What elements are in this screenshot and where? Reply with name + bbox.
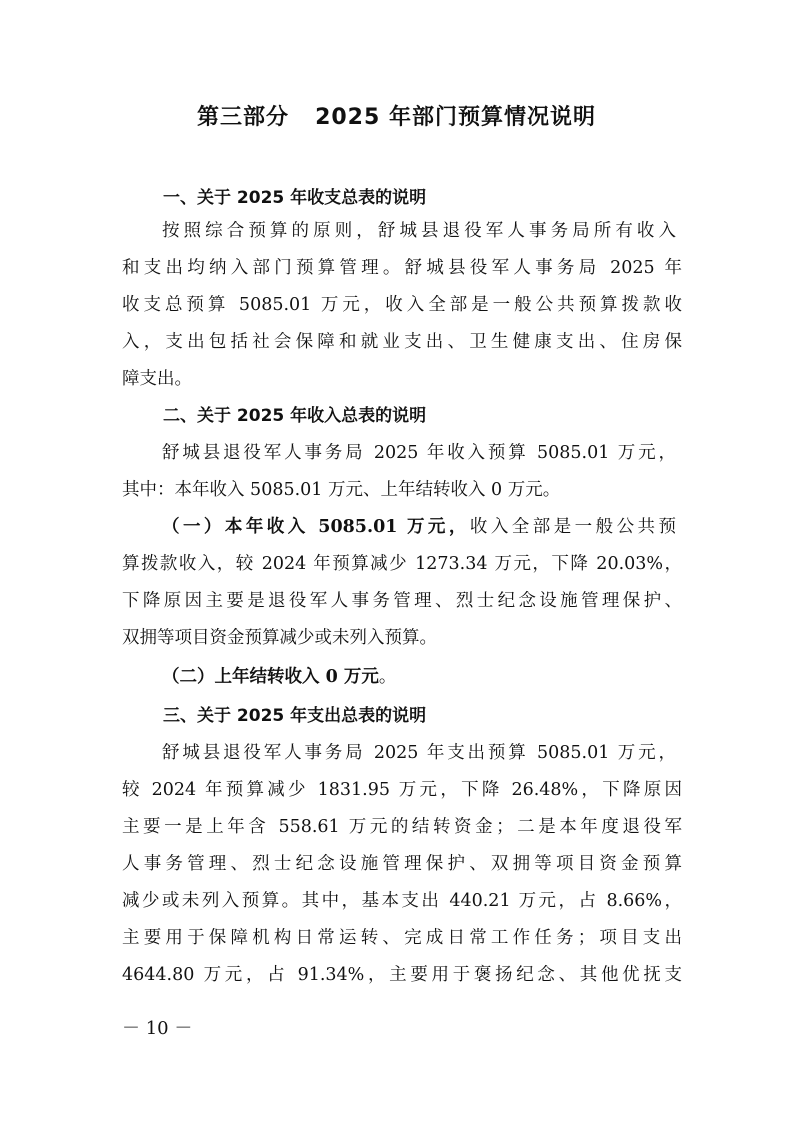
paragraph-text: 收入全部是一般公共预: [469, 517, 676, 537]
paragraph-line: 较 2024 年预算减少 1831.95 万元，下降 26.48%，下降原因: [122, 780, 682, 800]
paragraph-line: 双拥等项目资金预算减少或未列入预算。: [122, 628, 437, 648]
section-heading-2: 二、关于 2025 年收入总表的说明: [163, 406, 427, 426]
paragraph-line: 入，支出包括社会保障和就业支出、卫生健康支出、住房保: [122, 332, 682, 352]
title-part: 第三部分: [197, 105, 290, 130]
subheading-current-year-income: （一）本年收入 5085.01 万元，: [162, 517, 470, 537]
paragraph-line: 算拨款收入，较 2024 年预算减少 1273.34 万元，下降 20.03%，: [122, 554, 682, 574]
paragraph-line: [162, 509, 676, 546]
paragraph-line: 主要用于保障机构日常运转、完成日常工作任务；项目支出: [122, 928, 682, 948]
paragraph-line: 按照综合预算的原则，舒城县退役军人事务局所有收入: [162, 221, 676, 241]
paragraph-line: 障支出。: [122, 369, 192, 389]
paragraph-line: 减少或未列入预算。其中，基本支出 440.21 万元，占 8.66%，: [122, 891, 682, 911]
title-text: 2025 年部门预算情况说明: [315, 105, 596, 130]
paragraph-line: [162, 659, 722, 696]
paragraph-line: 人事务管理、烈士纪念设施管理保护、双拥等项目资金预算: [122, 854, 682, 874]
paragraph-line: 主要一是上年含 558.61 万元的结转资金；二是本年度退役军: [122, 817, 682, 837]
paragraph-line: 其中：本年收入 5085.01 万元、上年结转收入 0 万元。: [122, 480, 561, 500]
paragraph-line: 舒城县退役军人事务局 2025 年支出预算 5085.01 万元，: [162, 743, 676, 763]
section-heading-3: 三、关于 2025 年支出总表的说明: [163, 706, 427, 726]
paragraph-line: 收支总预算 5085.01 万元，收入全部是一般公共预算拨款收: [122, 295, 682, 315]
page-number: － 10 －: [122, 1018, 193, 1039]
paragraph-text: 。: [378, 667, 397, 687]
page-title: [0, 100, 793, 131]
paragraph-line: 4644.80 万元，占 91.34%，主要用于褒扬纪念、其他优抚支: [122, 965, 682, 985]
paragraph-line: 下降原因主要是退役军人事务管理、烈士纪念设施管理保护、: [122, 591, 682, 611]
paragraph-line: 和支出均纳入部门预算管理。舒城县役军人事务局 2025 年: [122, 258, 682, 278]
subheading-carryover-income: （二）上年结转收入 0 万元: [162, 667, 379, 687]
section-heading-1: 一、关于 2025 年收支总表的说明: [163, 188, 427, 208]
paragraph-line: 舒城县退役军人事务局 2025 年收入预算 5085.01 万元，: [162, 443, 676, 463]
